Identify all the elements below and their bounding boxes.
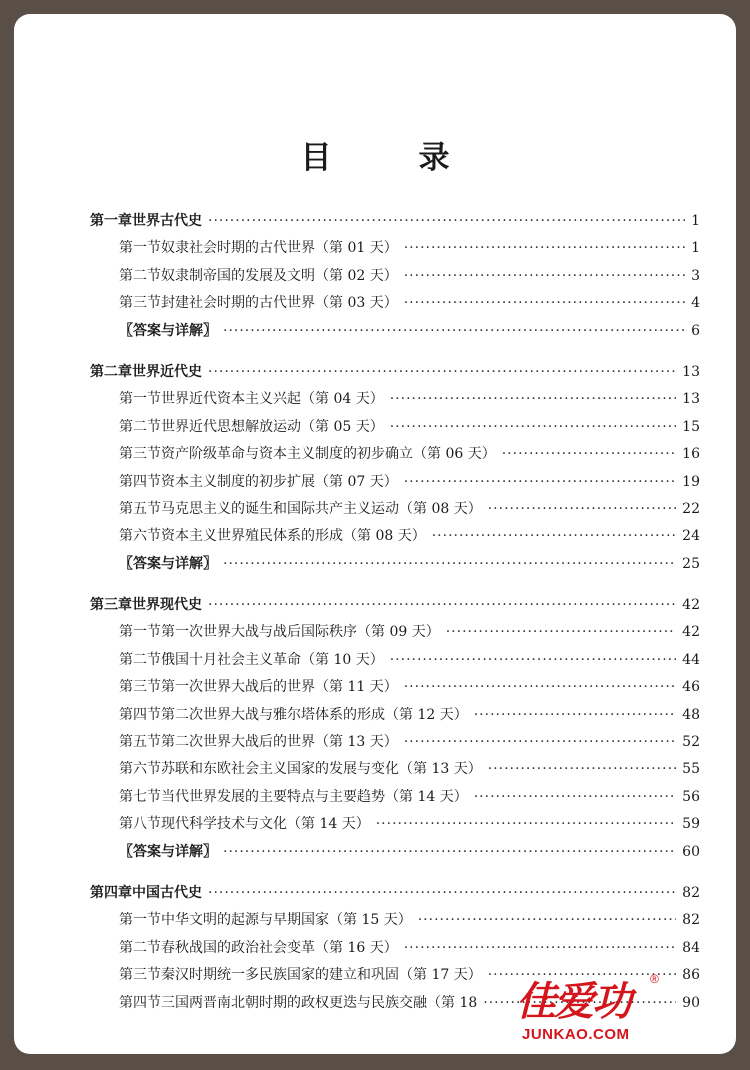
section-title: 资本主义制度的初步扩展（第 07 天） bbox=[161, 473, 398, 490]
section-entry bbox=[90, 265, 700, 292]
page-number: 3 bbox=[691, 267, 700, 284]
section-entry bbox=[90, 937, 700, 964]
section-entry bbox=[90, 498, 700, 525]
watermark-logo-text: 佳爱功 bbox=[516, 980, 630, 1024]
page-number: 22 bbox=[682, 500, 700, 517]
section-title: 第一次世界大战后的世界（第 11 天） bbox=[161, 679, 398, 696]
section-entry bbox=[90, 758, 700, 785]
answer-entry bbox=[90, 553, 700, 580]
leader-dots bbox=[474, 789, 676, 805]
page-number: 4 bbox=[691, 295, 700, 312]
leader-dots bbox=[404, 268, 685, 284]
answer-entry bbox=[90, 320, 700, 347]
leader-dots bbox=[404, 940, 676, 956]
page-number: 59 bbox=[682, 816, 700, 833]
answer-title: 〖答案与详解〗 bbox=[119, 555, 217, 572]
section-entry bbox=[90, 443, 700, 470]
section-title: 马克思主义的诞生和国际共产主义运动（第 08 天） bbox=[161, 500, 482, 517]
section-title: 俄国十月社会主义革命（第 10 天） bbox=[161, 651, 384, 668]
leader-dots bbox=[404, 679, 676, 695]
section-number: 第一节 bbox=[119, 240, 161, 257]
section-number: 第八节 bbox=[119, 816, 161, 833]
leader-dots bbox=[404, 240, 685, 256]
page-number: 13 bbox=[682, 391, 700, 408]
section-entry bbox=[90, 704, 700, 731]
leader-dots bbox=[404, 474, 676, 490]
section-title: 第二次世界大战后的世界（第 13 天） bbox=[161, 734, 398, 751]
chapter-entry bbox=[90, 361, 700, 388]
section-number: 第六节 bbox=[119, 528, 161, 545]
section-entry bbox=[90, 416, 700, 443]
page-number: 86 bbox=[682, 967, 700, 984]
section-entry bbox=[90, 731, 700, 758]
section-title: 第二次世界大战与雅尔塔体系的形成（第 12 天） bbox=[161, 706, 468, 723]
page-number: 25 bbox=[682, 555, 700, 572]
section-entry bbox=[90, 676, 700, 703]
section-number: 第四节 bbox=[119, 994, 161, 1011]
chapter-number: 第二章 bbox=[90, 363, 132, 380]
section-title: 中华文明的起源与早期国家（第 15 天） bbox=[161, 912, 412, 929]
chapter-entry bbox=[90, 210, 700, 237]
chapter-title: 世界现代史 bbox=[132, 597, 202, 614]
page-number: 60 bbox=[682, 843, 700, 860]
section-entry bbox=[90, 525, 700, 552]
section-entry bbox=[90, 292, 700, 319]
leader-dots bbox=[432, 528, 676, 544]
section-title: 奴隶社会时期的古代世界（第 01 天） bbox=[161, 240, 398, 257]
leader-dots bbox=[208, 213, 685, 229]
section-title: 封建社会时期的古代世界（第 03 天） bbox=[161, 295, 398, 312]
section-number: 第五节 bbox=[119, 500, 161, 517]
page-number: 42 bbox=[682, 597, 700, 614]
section-title: 世界近代资本主义兴起（第 04 天） bbox=[161, 391, 384, 408]
chapter-number: 第三章 bbox=[90, 597, 132, 614]
leader-dots bbox=[404, 734, 676, 750]
chapter-title: 世界古代史 bbox=[132, 213, 202, 229]
leader-dots bbox=[223, 556, 676, 572]
page-number: 6 bbox=[691, 322, 700, 339]
section-title: 当代世界发展的主要特点与主要趋势（第 14 天） bbox=[161, 788, 468, 805]
leader-dots bbox=[446, 624, 676, 640]
page-number: 56 bbox=[682, 788, 700, 805]
section-entry bbox=[90, 786, 700, 813]
page-title: 目 录 bbox=[300, 140, 478, 176]
page-number: 24 bbox=[682, 528, 700, 545]
leader-dots bbox=[488, 501, 676, 517]
page-number: 48 bbox=[682, 706, 700, 723]
leader-dots bbox=[390, 652, 676, 668]
page-number: 44 bbox=[682, 651, 700, 668]
section-number: 第三节 bbox=[119, 446, 161, 463]
page-number: 52 bbox=[682, 734, 700, 751]
section-number: 第三节 bbox=[119, 679, 161, 696]
section-title: 第一次世界大战与战后国际秩序（第 09 天） bbox=[161, 624, 440, 641]
leader-dots bbox=[376, 816, 676, 832]
section-title: 春秋战国的政治社会变革（第 16 天） bbox=[161, 939, 398, 956]
section-number: 第二节 bbox=[119, 418, 161, 435]
leader-dots bbox=[208, 885, 676, 901]
leader-dots bbox=[474, 707, 676, 723]
leader-dots bbox=[488, 761, 676, 777]
page-number: 16 bbox=[682, 446, 700, 463]
section-title: 奴隶制帝国的发展及文明（第 02 天） bbox=[161, 267, 398, 284]
leader-dots bbox=[502, 446, 676, 462]
page-number: 46 bbox=[682, 679, 700, 696]
section-number: 第一节 bbox=[119, 624, 161, 641]
section-number: 第三节 bbox=[119, 295, 161, 312]
leader-dots bbox=[390, 391, 676, 407]
answer-title: 〖答案与详解〗 bbox=[119, 843, 217, 860]
section-number: 第五节 bbox=[119, 734, 161, 751]
section-number: 第六节 bbox=[119, 761, 161, 778]
section-entry bbox=[90, 909, 700, 936]
page-number: 15 bbox=[682, 418, 700, 435]
page-number: 55 bbox=[682, 761, 700, 778]
section-title: 秦汉时期统一多民族国家的建立和巩固（第 17 天） bbox=[161, 967, 482, 984]
section-number: 第四节 bbox=[119, 473, 161, 490]
page-number: 1 bbox=[691, 240, 700, 257]
page-number: 82 bbox=[682, 912, 700, 929]
page-number: 90 bbox=[682, 994, 700, 1011]
chapter-entry bbox=[90, 594, 700, 621]
answer-entry bbox=[90, 841, 700, 868]
chapter-title: 中国古代史 bbox=[132, 884, 202, 901]
section-title: 三国两晋南北朝时期的政权更迭与民族交融（第 18 bbox=[161, 994, 478, 1011]
section-entry bbox=[90, 388, 700, 415]
section-number: 第二节 bbox=[119, 651, 161, 668]
section-number: 第二节 bbox=[119, 939, 161, 956]
page-number: 1 bbox=[691, 213, 700, 229]
section-title: 资本主义世界殖民体系的形成（第 08 天） bbox=[161, 528, 426, 545]
chapter-number: 第四章 bbox=[90, 884, 132, 901]
page-number: 82 bbox=[682, 884, 700, 901]
page-number: 42 bbox=[682, 624, 700, 641]
section-number: 第四节 bbox=[119, 706, 161, 723]
chapter-title: 世界近代史 bbox=[132, 363, 202, 380]
page-number: 19 bbox=[682, 473, 700, 490]
section-entry bbox=[90, 813, 700, 840]
chapter-entry bbox=[90, 882, 700, 909]
document-page bbox=[14, 14, 736, 1054]
watermark-registered-mark: ® bbox=[650, 972, 659, 986]
table-of-contents bbox=[90, 210, 700, 1019]
page-number: 13 bbox=[682, 363, 700, 380]
leader-dots bbox=[223, 844, 676, 860]
leader-dots bbox=[208, 364, 676, 380]
section-number: 第二节 bbox=[119, 267, 161, 284]
section-number: 第一节 bbox=[119, 912, 161, 929]
section-number: 第一节 bbox=[119, 391, 161, 408]
section-entry bbox=[90, 621, 700, 648]
leader-dots bbox=[223, 323, 685, 339]
section-number: 第七节 bbox=[119, 788, 161, 805]
answer-title: 〖答案与详解〗 bbox=[119, 322, 217, 339]
section-title: 世界近代思想解放运动（第 05 天） bbox=[161, 418, 384, 435]
watermark-logo bbox=[514, 969, 664, 1044]
leader-dots bbox=[404, 295, 685, 311]
section-title: 现代科学技术与文化（第 14 天） bbox=[161, 816, 370, 833]
section-number: 第三节 bbox=[119, 967, 161, 984]
leader-dots bbox=[390, 419, 676, 435]
section-entry bbox=[90, 649, 700, 676]
section-title: 资产阶级革命与资本主义制度的初步确立（第 06 天） bbox=[161, 446, 496, 463]
watermark-url: JUNKAO.COM bbox=[522, 1026, 630, 1043]
chapter-number: 第一章 bbox=[90, 213, 132, 229]
leader-dots bbox=[208, 597, 676, 613]
leader-dots bbox=[418, 912, 676, 928]
page-number: 84 bbox=[682, 939, 700, 956]
section-title: 苏联和东欧社会主义国家的发展与变化（第 13 天） bbox=[161, 761, 482, 778]
section-entry bbox=[90, 471, 700, 498]
section-entry bbox=[90, 237, 700, 264]
